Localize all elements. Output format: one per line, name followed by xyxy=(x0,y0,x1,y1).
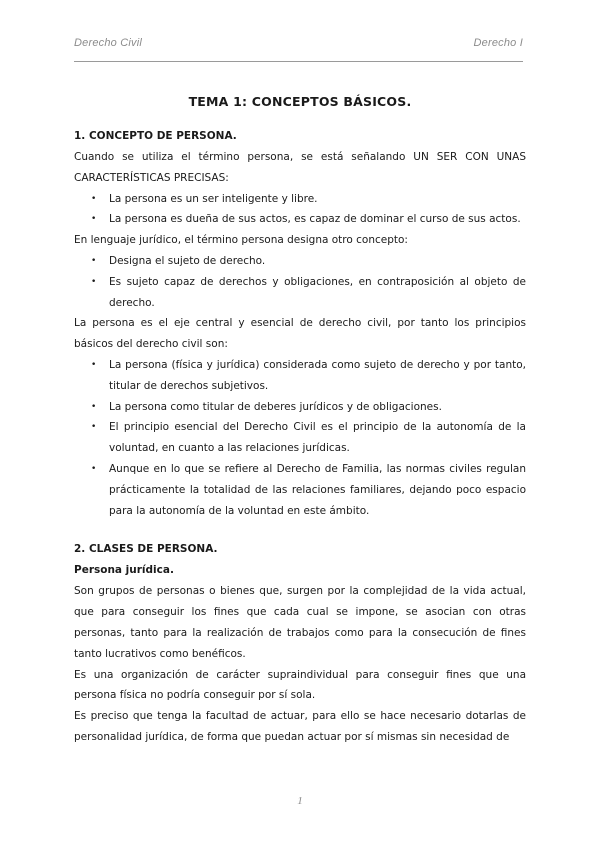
section-2-heading: 2. CLASES DE PERSONA. xyxy=(74,543,218,556)
bullet-list-c xyxy=(74,355,526,521)
page-header xyxy=(74,37,523,62)
paragraph: Cuando se utiliza el término persona, se está señalando UN SER CON UNAS CARACTERÍSTICAS PRECISAS: xyxy=(74,151,526,184)
list-item: • El principio esencial del Derecho Civil es el principio de la autonomía de la voluntad, en cuanto a las relaciones jurídicas. xyxy=(74,417,526,459)
paragraph: Es preciso que tenga la facultad de actuar, para ello se hace necesario dotarlas de personalidad jurídica, de forma que puedan actuar por sí mismas sin necesidad de xyxy=(74,710,526,743)
list-item: • La persona es dueña de sus actos, es capaz de dominar el curso de sus actos. xyxy=(74,209,526,230)
list-item: • La persona (física y jurídica) considerada como sujeto de derecho y por tanto, titular de derechos subjetivos. xyxy=(74,355,526,397)
section-1-heading: 1. CONCEPTO DE PERSONA. xyxy=(74,130,237,142)
header-left: Derecho Civil xyxy=(74,37,143,49)
bullet-list-a xyxy=(74,189,526,231)
paragraph: La persona es el eje central y esencial de derecho civil, por tanto los principios básicos del derecho civil son: xyxy=(74,317,526,351)
subsection-heading: Persona jurídica. xyxy=(74,564,174,577)
document-body xyxy=(74,92,526,748)
list-item: • La persona como titular de deberes jurídicos y de obligaciones. xyxy=(74,397,526,418)
list-item: • Es sujeto capaz de derechos y obligaciones, en contraposición al objeto de derecho. xyxy=(74,272,526,314)
bullet-list-b xyxy=(74,251,526,313)
page-number: 1 xyxy=(297,795,303,807)
list-item: • La persona es un ser inteligente y libre. xyxy=(74,189,526,210)
paragraph: Es una organización de carácter supraindividual para conseguir fines que una persona física no podría conseguir por sí sola. xyxy=(74,668,526,702)
section-spacer xyxy=(74,521,526,539)
paragraph: Son grupos de personas o bienes que, surgen por la complejidad de la vida actual, que para conseguir los fines que cada cual se impone, se asocian con otras personas, tanto para la realización de trabajos como para la consecución de fines tanto lucrativos como benéficos. xyxy=(74,585,526,660)
list-item: • Aunque en lo que se refiere al Derecho de Familia, las normas civiles regulan prácticamente la totalidad de las relaciones familiares, dejando poco espacio para la autonomía de la voluntad en este ámbito. xyxy=(74,459,526,521)
paragraph: En lenguaje jurídico, el término persona designa otro concepto: xyxy=(74,234,408,247)
document-title: TEMA 1: CONCEPTOS BÁSICOS. xyxy=(188,94,412,109)
header-right: Derecho I xyxy=(473,37,523,49)
list-item: • Designa el sujeto de derecho. xyxy=(74,251,526,272)
